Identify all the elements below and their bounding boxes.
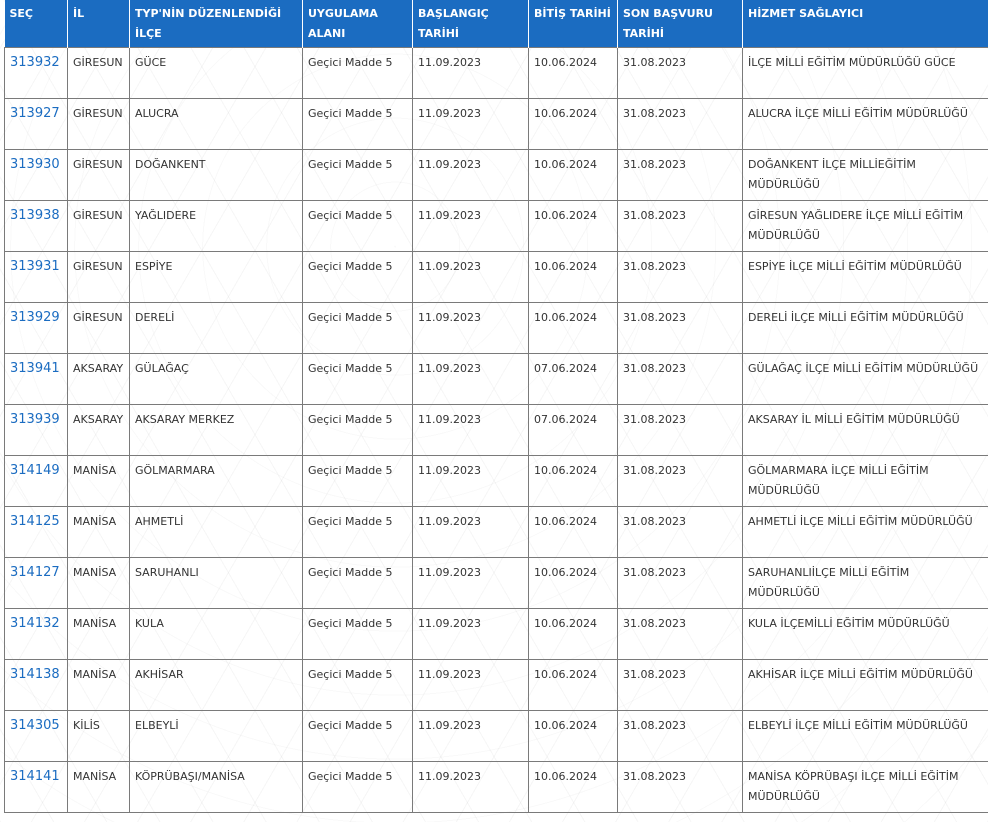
cell-ilce: DERELİ bbox=[130, 303, 303, 354]
cell-uygulama-alani: Geçici Madde 5 bbox=[303, 660, 413, 711]
cell-bitis-tarihi: 10.06.2024 bbox=[529, 762, 618, 813]
cell-bitis-tarihi: 10.06.2024 bbox=[529, 609, 618, 660]
cell-uygulama-alani: Geçici Madde 5 bbox=[303, 354, 413, 405]
cell-son-basvuru-tarihi: 31.08.2023 bbox=[618, 303, 743, 354]
header-row bbox=[5, 0, 988, 48]
cell-hizmet-saglayici: AKHİSAR İLÇE MİLLİ EĞİTİM MÜDÜRLÜĞÜ bbox=[743, 660, 988, 711]
select-program-link[interactable]: 313927 bbox=[10, 106, 60, 121]
cell-il: AKSARAY bbox=[68, 354, 130, 405]
cell-bitis-tarihi: 10.06.2024 bbox=[529, 150, 618, 201]
cell-hizmet-saglayici: AKSARAY İL MİLLİ EĞİTİM MÜDÜRLÜĞÜ bbox=[743, 405, 988, 456]
table-row bbox=[5, 456, 988, 507]
cell-hizmet-saglayici: ESPİYE İLÇE MİLLİ EĞİTİM MÜDÜRLÜĞÜ bbox=[743, 252, 988, 303]
cell-uygulama-alani: Geçici Madde 5 bbox=[303, 609, 413, 660]
cell-uygulama-alani: Geçici Madde 5 bbox=[303, 405, 413, 456]
cell-il: GİRESUN bbox=[68, 99, 130, 150]
select-program-link[interactable]: 314132 bbox=[10, 616, 60, 631]
header-ilce: TYP'NİN DÜZENLENDİĞİ İLÇE bbox=[130, 0, 303, 48]
cell-hizmet-saglayici: ELBEYLİ İLÇE MİLLİ EĞİTİM MÜDÜRLÜĞÜ bbox=[743, 711, 988, 762]
cell-son-basvuru-tarihi: 31.08.2023 bbox=[618, 354, 743, 405]
cell-ilce: AKHİSAR bbox=[130, 660, 303, 711]
cell-ilce: GÜLAĞAÇ bbox=[130, 354, 303, 405]
cell-il: GİRESUN bbox=[68, 201, 130, 252]
cell-sec bbox=[5, 660, 68, 711]
cell-bitis-tarihi: 10.06.2024 bbox=[529, 456, 618, 507]
cell-son-basvuru-tarihi: 31.08.2023 bbox=[618, 150, 743, 201]
cell-il: GİRESUN bbox=[68, 252, 130, 303]
cell-baslangic-tarihi: 11.09.2023 bbox=[413, 609, 529, 660]
select-program-link[interactable]: 314127 bbox=[10, 565, 60, 580]
cell-uygulama-alani: Geçici Madde 5 bbox=[303, 762, 413, 813]
select-program-link[interactable]: 313941 bbox=[10, 361, 60, 376]
select-program-link[interactable]: 313929 bbox=[10, 310, 60, 325]
header-il: İL bbox=[68, 0, 130, 48]
header-hizmet-saglayici: HİZMET SAĞLAYICI bbox=[743, 0, 988, 48]
cell-hizmet-saglayici: DERELİ İLÇE MİLLİ EĞİTİM MÜDÜRLÜĞÜ bbox=[743, 303, 988, 354]
cell-baslangic-tarihi: 11.09.2023 bbox=[413, 660, 529, 711]
cell-il: MANİSA bbox=[68, 456, 130, 507]
cell-il: MANİSA bbox=[68, 507, 130, 558]
cell-il: MANİSA bbox=[68, 762, 130, 813]
program-table bbox=[4, 0, 988, 813]
cell-bitis-tarihi: 10.06.2024 bbox=[529, 711, 618, 762]
header-sec: SEÇ bbox=[5, 0, 68, 48]
table-row bbox=[5, 762, 988, 813]
cell-ilce: ALUCRA bbox=[130, 99, 303, 150]
select-program-link[interactable]: 313938 bbox=[10, 208, 60, 223]
table-row bbox=[5, 405, 988, 456]
cell-uygulama-alani: Geçici Madde 5 bbox=[303, 456, 413, 507]
cell-baslangic-tarihi: 11.09.2023 bbox=[413, 150, 529, 201]
cell-bitis-tarihi: 07.06.2024 bbox=[529, 354, 618, 405]
cell-sec bbox=[5, 354, 68, 405]
table-row bbox=[5, 354, 988, 405]
cell-son-basvuru-tarihi: 31.08.2023 bbox=[618, 660, 743, 711]
table-header bbox=[5, 0, 988, 48]
cell-uygulama-alani: Geçici Madde 5 bbox=[303, 48, 413, 99]
cell-ilce: GÜCE bbox=[130, 48, 303, 99]
cell-sec bbox=[5, 711, 68, 762]
select-program-link[interactable]: 314141 bbox=[10, 769, 60, 784]
cell-baslangic-tarihi: 11.09.2023 bbox=[413, 354, 529, 405]
select-program-link[interactable]: 314125 bbox=[10, 514, 60, 529]
cell-il: AKSARAY bbox=[68, 405, 130, 456]
cell-ilce: AKSARAY MERKEZ bbox=[130, 405, 303, 456]
cell-hizmet-saglayici: DOĞANKENT İLÇE MİLLİEĞİTİM MÜDÜRLÜĞÜ bbox=[743, 150, 988, 201]
cell-sec bbox=[5, 48, 68, 99]
cell-il: GİRESUN bbox=[68, 150, 130, 201]
header-uygulama-alani: UYGULAMA ALANI bbox=[303, 0, 413, 48]
cell-son-basvuru-tarihi: 31.08.2023 bbox=[618, 456, 743, 507]
select-program-link[interactable]: 314138 bbox=[10, 667, 60, 682]
cell-ilce: GÖLMARMARA bbox=[130, 456, 303, 507]
cell-baslangic-tarihi: 11.09.2023 bbox=[413, 507, 529, 558]
cell-il: GİRESUN bbox=[68, 48, 130, 99]
cell-uygulama-alani: Geçici Madde 5 bbox=[303, 711, 413, 762]
table-row bbox=[5, 303, 988, 354]
cell-sec bbox=[5, 150, 68, 201]
table-row bbox=[5, 99, 988, 150]
cell-baslangic-tarihi: 11.09.2023 bbox=[413, 405, 529, 456]
cell-son-basvuru-tarihi: 31.08.2023 bbox=[618, 252, 743, 303]
cell-baslangic-tarihi: 11.09.2023 bbox=[413, 303, 529, 354]
cell-son-basvuru-tarihi: 31.08.2023 bbox=[618, 711, 743, 762]
cell-ilce: YAĞLIDERE bbox=[130, 201, 303, 252]
cell-bitis-tarihi: 10.06.2024 bbox=[529, 660, 618, 711]
table-row bbox=[5, 201, 988, 252]
cell-baslangic-tarihi: 11.09.2023 bbox=[413, 711, 529, 762]
cell-ilce: SARUHANLI bbox=[130, 558, 303, 609]
header-son-basvuru-tarihi: SON BAŞVURU TARİHİ bbox=[618, 0, 743, 48]
cell-son-basvuru-tarihi: 31.08.2023 bbox=[618, 99, 743, 150]
cell-hizmet-saglayici: İLÇE MİLLİ EĞİTİM MÜDÜRLÜĞÜ GÜCE bbox=[743, 48, 988, 99]
cell-uygulama-alani: Geçici Madde 5 bbox=[303, 252, 413, 303]
cell-sec bbox=[5, 99, 68, 150]
header-bitis-tarihi: BİTİŞ TARİHİ bbox=[529, 0, 618, 48]
cell-son-basvuru-tarihi: 31.08.2023 bbox=[618, 558, 743, 609]
cell-hizmet-saglayici: GÜLAĞAÇ İLÇE MİLLİ EĞİTİM MÜDÜRLÜĞÜ bbox=[743, 354, 988, 405]
cell-il: MANİSA bbox=[68, 558, 130, 609]
cell-bitis-tarihi: 07.06.2024 bbox=[529, 405, 618, 456]
cell-son-basvuru-tarihi: 31.08.2023 bbox=[618, 201, 743, 252]
select-program-link[interactable]: 313939 bbox=[10, 412, 60, 427]
cell-baslangic-tarihi: 11.09.2023 bbox=[413, 201, 529, 252]
cell-hizmet-saglayici: GÖLMARMARA İLÇE MİLLİ EĞİTİM MÜDÜRLÜĞÜ bbox=[743, 456, 988, 507]
cell-baslangic-tarihi: 11.09.2023 bbox=[413, 48, 529, 99]
cell-ilce: AHMETLİ bbox=[130, 507, 303, 558]
cell-baslangic-tarihi: 11.09.2023 bbox=[413, 99, 529, 150]
cell-uygulama-alani: Geçici Madde 5 bbox=[303, 303, 413, 354]
cell-bitis-tarihi: 10.06.2024 bbox=[529, 201, 618, 252]
cell-baslangic-tarihi: 11.09.2023 bbox=[413, 252, 529, 303]
cell-uygulama-alani: Geçici Madde 5 bbox=[303, 201, 413, 252]
cell-ilce: ESPİYE bbox=[130, 252, 303, 303]
cell-baslangic-tarihi: 11.09.2023 bbox=[413, 558, 529, 609]
cell-uygulama-alani: Geçici Madde 5 bbox=[303, 150, 413, 201]
cell-uygulama-alani: Geçici Madde 5 bbox=[303, 507, 413, 558]
cell-bitis-tarihi: 10.06.2024 bbox=[529, 252, 618, 303]
cell-sec bbox=[5, 507, 68, 558]
cell-bitis-tarihi: 10.06.2024 bbox=[529, 558, 618, 609]
cell-sec bbox=[5, 456, 68, 507]
cell-hizmet-saglayici: AHMETLİ İLÇE MİLLİ EĞİTİM MÜDÜRLÜĞÜ bbox=[743, 507, 988, 558]
cell-ilce: KULA bbox=[130, 609, 303, 660]
select-program-link[interactable]: 314305 bbox=[10, 718, 60, 733]
cell-il: GİRESUN bbox=[68, 303, 130, 354]
table-row bbox=[5, 660, 988, 711]
cell-hizmet-saglayici: ALUCRA İLÇE MİLLİ EĞİTİM MÜDÜRLÜĞÜ bbox=[743, 99, 988, 150]
cell-hizmet-saglayici: GİRESUN YAĞLIDERE İLÇE MİLLİ EĞİTİM MÜDÜRLÜĞÜ bbox=[743, 201, 988, 252]
cell-bitis-tarihi: 10.06.2024 bbox=[529, 507, 618, 558]
cell-son-basvuru-tarihi: 31.08.2023 bbox=[618, 48, 743, 99]
cell-bitis-tarihi: 10.06.2024 bbox=[529, 99, 618, 150]
cell-sec bbox=[5, 303, 68, 354]
table-body bbox=[5, 48, 988, 813]
select-program-link[interactable]: 313930 bbox=[10, 157, 60, 172]
select-program-link[interactable]: 313932 bbox=[10, 55, 60, 70]
cell-uygulama-alani: Geçici Madde 5 bbox=[303, 99, 413, 150]
select-program-link[interactable]: 313931 bbox=[10, 259, 60, 274]
cell-baslangic-tarihi: 11.09.2023 bbox=[413, 456, 529, 507]
select-program-link[interactable]: 314149 bbox=[10, 463, 60, 478]
cell-il: MANİSA bbox=[68, 609, 130, 660]
cell-ilce: KÖPRÜBAŞI/MANİSA bbox=[130, 762, 303, 813]
cell-hizmet-saglayici: SARUHANLIİLÇE MİLLİ EĞİTİM MÜDÜRLÜĞÜ bbox=[743, 558, 988, 609]
cell-son-basvuru-tarihi: 31.08.2023 bbox=[618, 762, 743, 813]
cell-sec bbox=[5, 405, 68, 456]
cell-sec bbox=[5, 252, 68, 303]
cell-sec bbox=[5, 762, 68, 813]
cell-baslangic-tarihi: 11.09.2023 bbox=[413, 762, 529, 813]
cell-sec bbox=[5, 201, 68, 252]
cell-il: MANİSA bbox=[68, 660, 130, 711]
table-row bbox=[5, 507, 988, 558]
cell-ilce: DOĞANKENT bbox=[130, 150, 303, 201]
cell-son-basvuru-tarihi: 31.08.2023 bbox=[618, 405, 743, 456]
table-row bbox=[5, 558, 988, 609]
cell-bitis-tarihi: 10.06.2024 bbox=[529, 48, 618, 99]
cell-il: KİLİS bbox=[68, 711, 130, 762]
table-row bbox=[5, 150, 988, 201]
cell-son-basvuru-tarihi: 31.08.2023 bbox=[618, 609, 743, 660]
header-baslangic-tarihi: BAŞLANGIÇ TARİHİ bbox=[413, 0, 529, 48]
cell-bitis-tarihi: 10.06.2024 bbox=[529, 303, 618, 354]
table-row bbox=[5, 711, 988, 762]
cell-ilce: ELBEYLİ bbox=[130, 711, 303, 762]
table-row bbox=[5, 252, 988, 303]
table-row bbox=[5, 48, 988, 99]
cell-sec bbox=[5, 609, 68, 660]
cell-son-basvuru-tarihi: 31.08.2023 bbox=[618, 507, 743, 558]
cell-hizmet-saglayici: KULA İLÇEMİLLİ EĞİTİM MÜDÜRLÜĞÜ bbox=[743, 609, 988, 660]
table-row bbox=[5, 609, 988, 660]
cell-sec bbox=[5, 558, 68, 609]
cell-hizmet-saglayici: MANİSA KÖPRÜBAŞI İLÇE MİLLİ EĞİTİM MÜDÜRLÜĞÜ bbox=[743, 762, 988, 813]
cell-uygulama-alani: Geçici Madde 5 bbox=[303, 558, 413, 609]
